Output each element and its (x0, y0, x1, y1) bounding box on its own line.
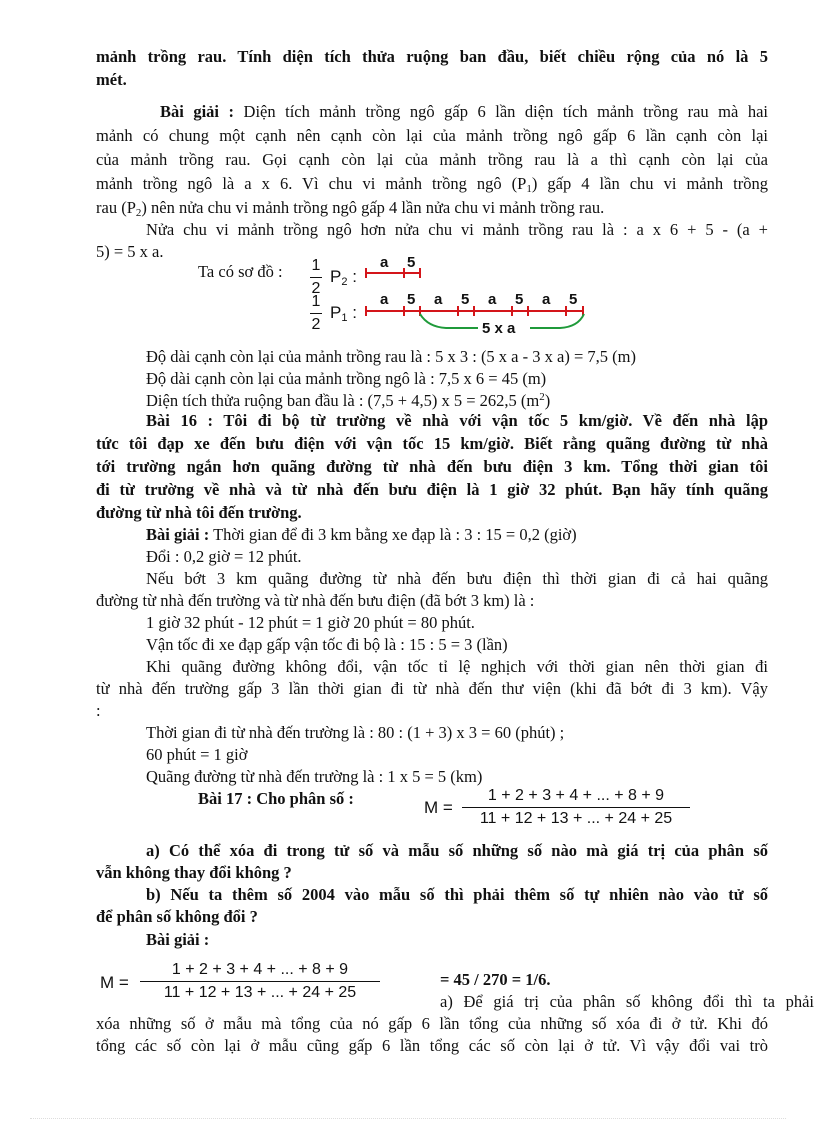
solution-16-line: 1 giờ 32 phút - 12 phút = 1 giờ 20 phút = 80 phút. (146, 613, 475, 632)
m-fraction (462, 786, 690, 829)
solution-paragraph-line: Nửa chu vi mảnh trồng ngô hơn nửa chu vi mảnh trồng rau là : a x 6 + 5 - (a + (146, 220, 768, 239)
segment-a-label: a (380, 254, 389, 271)
half-fraction: 1 2 (311, 293, 321, 333)
segment-a-label: a (380, 291, 389, 308)
solution-17-line: tổng các số còn lại ở mẫu cũng gấp 6 lần tổng các số còn lại ở tử. Vì vậy đổi vai trò (96, 1036, 768, 1055)
solution-result-line: Độ dài cạnh còn lại của mảnh trồng rau là : 5 x 3 : (5 x a - 3 x a) = 7,5 (m) (146, 347, 636, 366)
problem-16-line: Bài 16 : Tôi đi bộ từ trường về nhà với vận tốc 5 km/giờ. Về đến nhà lập (146, 411, 768, 430)
solution-result-line: Độ dài cạnh còn lại của mảnh trồng ngô là : 7,5 x 6 = 45 (m) (146, 369, 547, 388)
solution-label: Bài giải : (160, 102, 235, 121)
segment-5-label: 5 (461, 291, 470, 308)
solution-label: Bài giải : (146, 525, 210, 544)
solution-16-line: Vận tốc đi xe đạp gấp vận tốc đi bộ là : 15 : 5 = 3 (lần) (146, 635, 508, 654)
m-fraction (140, 960, 380, 1003)
problem-text-line: mảnh trồng rau. Tính diện tích thửa ruộng ban đầu, biết chiều rộng của nó là 5 (96, 47, 768, 66)
diagram-label: Ta có sơ đồ : (198, 262, 283, 281)
solution-16-line: Quãng đường từ nhà đến trường là : 1 x 5 = 5 (km) (146, 767, 483, 786)
segment-5-label: 5 (569, 291, 578, 308)
solution-label: Bài giải : (146, 930, 210, 949)
segment-5-label: 5 (407, 291, 416, 308)
solution-16-line: Thời gian đi từ nhà đến trường là : 80 : (1 + 3) x 3 = 60 (phút) ; (146, 723, 565, 742)
solution-paragraph-line: mảnh có chung một cạnh nên cạnh còn lại của mảnh trồng ngô gấp 6 lần cạnh còn lại (96, 126, 768, 145)
problem-17-question: b) Nếu ta thêm số 2004 vào mẫu số thì phải thêm số tự nhiên nào vào tử số (146, 885, 768, 904)
p1-label: $P_1$ : (330, 303, 357, 324)
solution-16-line: Khi quãng đường không đổi, vận tốc tỉ lệ nghịch với thời gian nên thời gian đi (146, 657, 768, 676)
solution-16-line: Đổi : 0,2 giờ = 12 phút. (146, 547, 302, 566)
segment-diagram (0, 0, 816, 360)
problem-17-title: Bài 17 : Cho phân số : (198, 789, 354, 808)
problem-16-line: đi từ trường về nhà và từ nhà đến bưu điện là 1 giờ 32 phút. Bạn hãy tính quãng (96, 480, 768, 499)
segment-5-label: 5 (515, 291, 524, 308)
segment-a-label: a (542, 291, 551, 308)
fraction-denominator: 11 + 12 + 13 + ... + 24 + 25 (163, 984, 357, 1001)
solution-paragraph-line: của mảnh trồng rau. Gọi cạnh còn lại của mảnh trồng rau là a thì cạnh còn lại của (96, 150, 768, 169)
solution-paragraph-line: 5) = 5 x a. (96, 242, 164, 261)
problem-16-line: tức tôi đạp xe đến bưu điện với vận tốc 15 km/giờ. Biết rằng quãng đường từ nhà (96, 434, 768, 453)
solution-paragraph-line: mảnh trồng ngô là a x 6. Vì chu vi mảnh trồng ngô $(P_1)$ gấp 4 lần chu vi mảnh trồng (96, 174, 768, 195)
solution-16-line: : (96, 701, 101, 720)
solution-16-line: đường từ nhà đến trường và từ nhà đến bưu điện (đã bớt 3 km) là : (96, 591, 535, 610)
solution-result-line: Diện tích thửa ruộng ban đầu là : (7,5 + 4,5) x 5 = 262,5 $(m^2)$ (146, 391, 551, 410)
half-fraction: 1 2 (311, 257, 321, 297)
solution-16-line: Nếu bớt 3 km quãng đường từ nhà đến bưu điện thì thời gian đi cả hai quãng (146, 569, 768, 588)
segment-a-label: a (434, 291, 443, 308)
brace-left (420, 314, 478, 328)
page-bottom-rule (30, 1118, 786, 1119)
fraction-numerator: 1 + 2 + 3 + 4 + ... + 8 + 9 (171, 961, 349, 978)
m-label: M = (100, 973, 129, 992)
problem-16-line: tới trường ngắn hơn quãng đường từ nhà đến bưu điện 3 km. Tổng thời gian tôi (96, 457, 768, 476)
segment-a-label: a (488, 291, 497, 308)
problem-text-line: mét. (96, 70, 127, 89)
problem-17-question: a) Có thể xóa đi trong tử số và mẫu số những số nào mà giá trị của phân số (146, 841, 768, 860)
solution-16-line: từ nhà đến trường gấp 3 lần thời gian đi từ nhà đến thư viện (khi đã bớt đi 3 km). Vậy (96, 679, 768, 698)
problem-17-question: để phân số không đổi ? (96, 907, 258, 926)
solution-text: Diện tích mảnh trồng ngô gấp 6 lần diện tích mảnh trồng rau mà hai (234, 102, 768, 121)
solution-16-line: 60 phút = 1 giờ (146, 745, 248, 764)
brace-right (530, 314, 584, 328)
problem-17-question: vẫn không thay đổi không ? (96, 863, 292, 882)
fraction-numerator: 1 + 2 + 3 + 4 + ... + 8 + 9 (487, 787, 665, 804)
solution-17-line: xóa những số ở mẫu mà tổng của nó gấp 6 lần tổng của những số xóa đi ở tử. Khi đó (96, 1014, 768, 1033)
solution-paragraph-line: rau $(P_2)$ nên nửa chu vi mảnh trồng ngô gấp 4 lần nửa chu vi mảnh trồng rau. (96, 198, 605, 219)
solution-16-line: Bài giải : Thời gian để đi 3 km bằng xe đạp là : 3 : 15 = 0,2 (giờ) (146, 525, 577, 544)
brace-label: 5 x a (482, 320, 516, 337)
fraction-result: = 45 / 270 = 1/6. (440, 970, 551, 989)
segment-5-label: 5 (407, 254, 416, 271)
fraction-denominator: 11 + 12 + 13 + ... + 24 + 25 (479, 810, 673, 827)
problem-16-line: đường từ nhà tôi đến trường. (96, 503, 302, 522)
m-label: M = (424, 798, 453, 817)
p2-label: $P_2$ : (330, 267, 357, 288)
solution-17-line: a) Để giá trị của phân số không đổi thì ta phải (440, 992, 814, 1011)
